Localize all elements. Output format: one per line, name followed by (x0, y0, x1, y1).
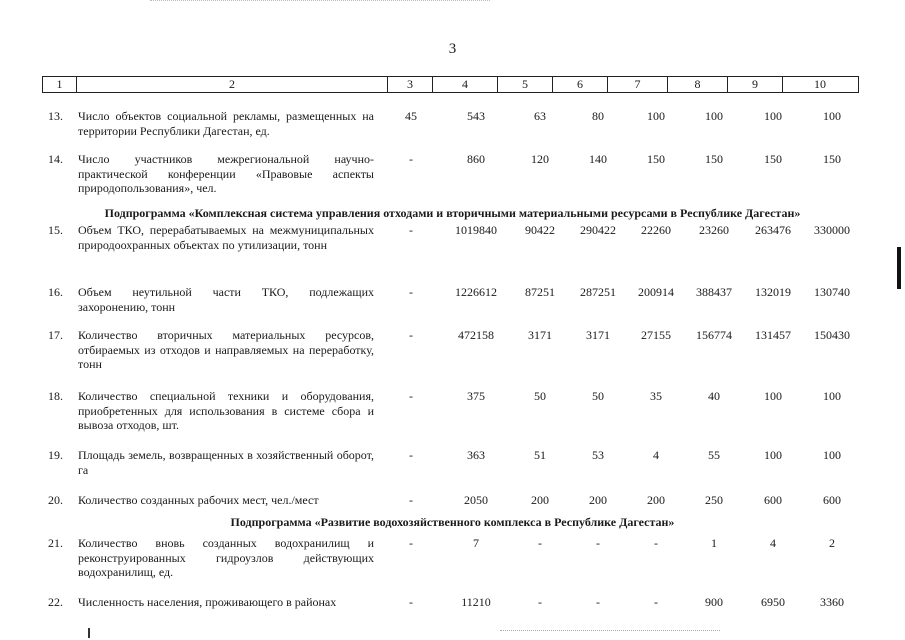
value-cell: 150430 (814, 328, 850, 342)
row-number: 20. (48, 493, 63, 507)
value-cell: 50 (534, 389, 546, 403)
value-cell: 80 (592, 109, 604, 123)
indicator-name: Число объектов социальной рекламы, размещенных на территории Республики Дагестан, ед. (78, 109, 374, 138)
value-cell: 388437 (696, 285, 732, 299)
value-cell: 860 (467, 152, 485, 166)
row-number: 19. (48, 448, 63, 462)
indicator-name: Объем неутильной части ТКО, подлежащих захоронению, тонн (78, 285, 374, 314)
value-cell: 363 (467, 448, 485, 462)
value-cell: 4 (770, 536, 776, 550)
indicator-name: Количество вновь созданных водохранилищ и реконструированных гидроузлов действующих водохранилищ, ед. (78, 536, 374, 579)
value-cell: - (538, 595, 542, 609)
row-number: 13. (48, 109, 63, 123)
value-cell: 150 (764, 152, 782, 166)
value-cell: 50 (592, 389, 604, 403)
value-cell: - (596, 595, 600, 609)
header-cell: 10 (814, 77, 826, 91)
value-cell: 156774 (696, 328, 732, 342)
value-cell: 51 (534, 448, 546, 462)
table-header (42, 76, 859, 93)
value-cell: 35 (650, 389, 662, 403)
row-number: 17. (48, 328, 63, 342)
value-cell: 100 (823, 448, 841, 462)
value-cell: - (654, 595, 658, 609)
value-cell: 200 (589, 493, 607, 507)
indicator-name: Количество специальной техники и оборудования, приобретенных для использования в системе сбора и вывоза отходов, шт. (78, 389, 374, 432)
value-cell: 100 (705, 109, 723, 123)
value-cell: 120 (531, 152, 549, 166)
value-cell: 472158 (458, 328, 494, 342)
value-cell: 45 (405, 109, 417, 123)
value-cell: 23260 (699, 223, 729, 237)
value-cell: - (409, 536, 413, 550)
value-cell: 140 (589, 152, 607, 166)
value-cell: 55 (708, 448, 720, 462)
value-cell: 100 (823, 389, 841, 403)
indicator-name: Количество вторичных материальных ресурсов, отбираемых из отходов и направляемых на переработку, тонн (78, 328, 374, 371)
indicator-name: Площадь земель, возвращенных в хозяйственный оборот, га (78, 448, 374, 477)
value-cell: - (409, 389, 413, 403)
scan-artifact-top (150, 0, 490, 4)
value-cell: 375 (467, 389, 485, 403)
row-number: 18. (48, 389, 63, 403)
scan-bottom-mark (88, 628, 90, 638)
value-cell: - (538, 536, 542, 550)
header-cell: 3 (388, 77, 433, 92)
row-number: 14. (48, 152, 63, 166)
value-cell: 150 (823, 152, 841, 166)
value-cell: 87251 (525, 285, 555, 299)
value-cell: 150 (647, 152, 665, 166)
header-cell: 5 (498, 77, 553, 92)
scan-artifact-bottom (500, 630, 720, 631)
value-cell: - (409, 152, 413, 166)
value-cell: 100 (647, 109, 665, 123)
value-cell: 200 (531, 493, 549, 507)
value-cell: 100 (764, 448, 782, 462)
value-cell: 40 (708, 389, 720, 403)
indicator-name: Объем ТКО, перерабатываемых на межмуниципальных природоохранных объектах по утилизации, тонн (78, 223, 374, 252)
value-cell: 27155 (641, 328, 671, 342)
value-cell: 100 (823, 109, 841, 123)
value-cell: 100 (764, 109, 782, 123)
indicator-name: Количество созданных рабочих мест, чел./мест (78, 493, 319, 507)
value-cell: - (409, 328, 413, 342)
value-cell: 132019 (755, 285, 791, 299)
value-cell: 543 (467, 109, 485, 123)
value-cell: 600 (823, 493, 841, 507)
value-cell: 6950 (761, 595, 785, 609)
row-number: 22. (48, 595, 63, 609)
value-cell: 100 (764, 389, 782, 403)
value-cell: 2 (829, 536, 835, 550)
value-cell: 1 (711, 536, 717, 550)
indicator-name: Число участников межрегиональной научно-практической конференции «Правовые аспекты природопользования», чел. (78, 152, 374, 195)
scan-edge-mark (897, 247, 901, 289)
header-cell: 9 (728, 77, 783, 92)
value-cell: - (409, 223, 413, 237)
value-cell: 63 (534, 109, 546, 123)
subprogram-title-water: Подпрограмма «Развитие водохозяйственного комплекса в Республике Дагестан» (230, 515, 675, 529)
value-cell: 263476 (755, 223, 791, 237)
value-cell: 90422 (525, 223, 555, 237)
header-cell: 1 (43, 77, 77, 92)
header-cell: 6 (553, 77, 608, 92)
value-cell: - (409, 493, 413, 507)
value-cell: 290422 (580, 223, 616, 237)
header-cell: 2 (77, 77, 388, 92)
subprogram-title-waste: Подпрограмма «Комплексная система управления отходами и вторичными материальными ресурсами в Республике Дагестан» (104, 206, 801, 220)
row-number: 21. (48, 536, 63, 550)
row-number: 15. (48, 223, 63, 237)
indicator-name: Численность населения, проживающего в районах (78, 595, 337, 609)
row-number: 16. (48, 285, 63, 299)
value-cell: 600 (764, 493, 782, 507)
value-cell: - (409, 595, 413, 609)
value-cell: 53 (592, 448, 604, 462)
value-cell: 250 (705, 493, 723, 507)
value-cell: 131457 (755, 328, 791, 342)
value-cell: 900 (705, 595, 723, 609)
value-cell: 200 (647, 493, 665, 507)
value-cell: 287251 (580, 285, 616, 299)
value-cell: 2050 (464, 493, 488, 507)
value-cell: 200914 (638, 285, 674, 299)
value-cell: - (409, 448, 413, 462)
value-cell: 130740 (814, 285, 850, 299)
value-cell: - (409, 285, 413, 299)
value-cell: 4 (653, 448, 659, 462)
header-cell: 8 (668, 77, 728, 92)
value-cell: - (596, 536, 600, 550)
value-cell: 7 (473, 536, 479, 550)
value-cell: 22260 (641, 223, 671, 237)
value-cell: 3360 (820, 595, 844, 609)
header-cell: 4 (433, 77, 498, 92)
value-cell: - (654, 536, 658, 550)
header-cell: 7 (608, 77, 668, 92)
value-cell: 11210 (461, 595, 491, 609)
page-number: 3 (448, 41, 457, 57)
value-cell: 3171 (528, 328, 552, 342)
value-cell: 150 (705, 152, 723, 166)
value-cell: 1226612 (455, 285, 497, 299)
value-cell: 3171 (586, 328, 610, 342)
value-cell: 330000 (814, 223, 850, 237)
value-cell: 1019840 (455, 223, 497, 237)
